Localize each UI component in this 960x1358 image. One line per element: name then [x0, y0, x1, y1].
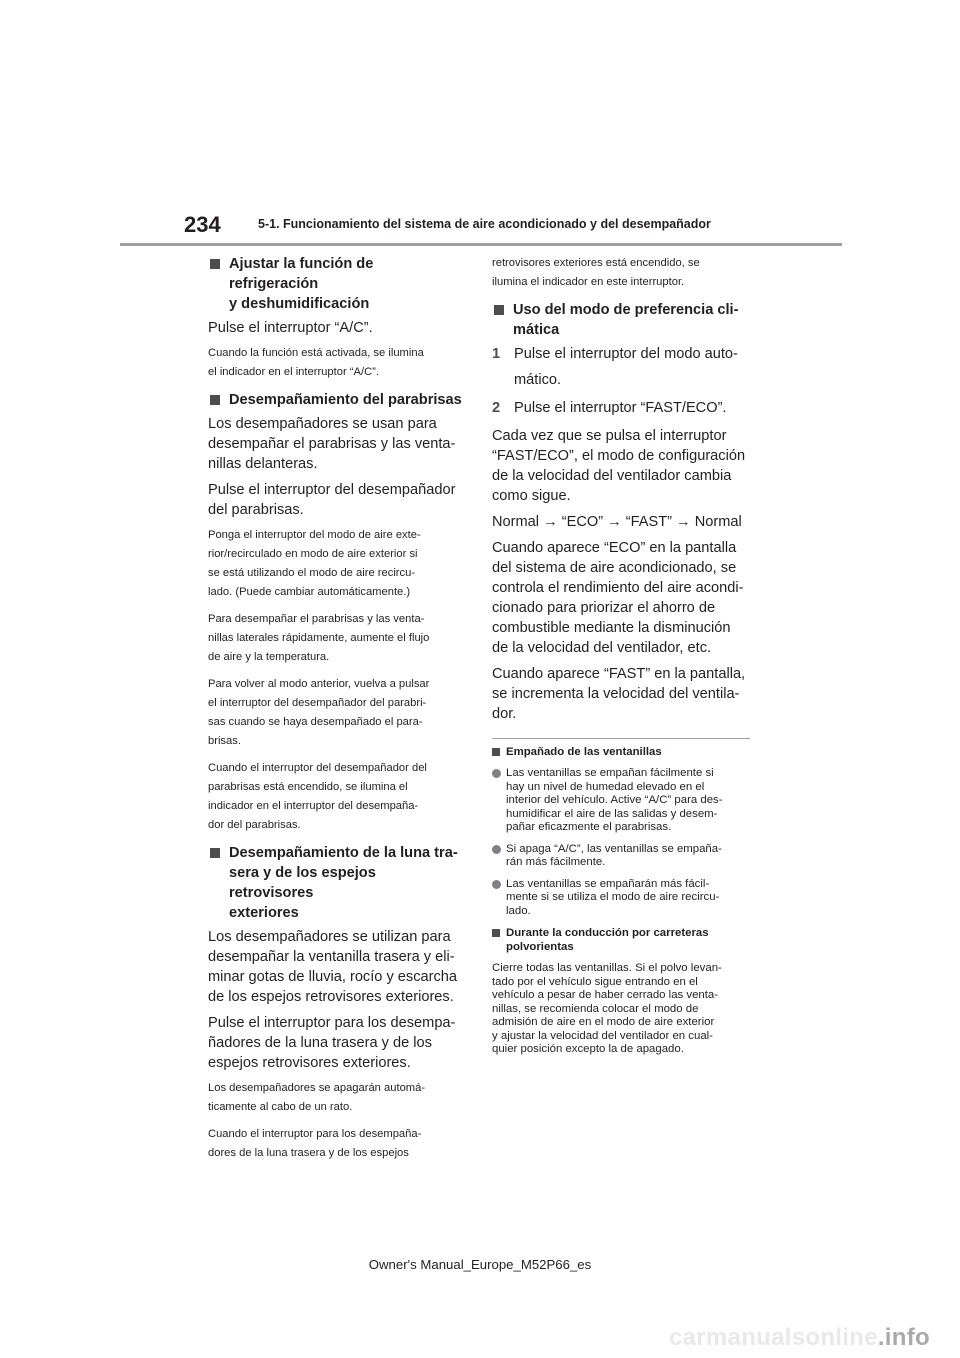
square-bullet-icon: [494, 305, 504, 315]
text-line: Cuando la función está activada, se ilumina: [208, 347, 424, 359]
text-line: Cierre todas las ventanillas. Si el polvo levan-: [492, 962, 722, 974]
round-bullet-icon: [492, 880, 501, 889]
text-line: el indicador en el interruptor “A/C”.: [208, 366, 379, 378]
step-number: 1: [492, 346, 501, 362]
paragraph: [492, 538, 750, 658]
text-line: lado. (Puede cambiar automáticamente.): [208, 586, 411, 598]
step-number: 2: [492, 400, 501, 416]
text-line: desempañar el parabrisas y las venta-: [208, 436, 456, 452]
text-line: Si apaga “A/C”, las ventanillas se empaña-: [506, 842, 722, 855]
text-line: Empañado de las ventanillas: [506, 746, 662, 758]
text-line: Las ventanillas se empañarán más fácil-: [506, 877, 710, 890]
text-line: de la velocidad del ventilador, etc.: [492, 640, 712, 656]
section-heading-climate-preference: [492, 300, 750, 340]
square-bullet-icon: [210, 259, 220, 269]
text-line: Durante la conducción por carreteras: [506, 927, 709, 939]
text-line: y ajustar la velocidad del ventilador en cual-: [492, 1029, 713, 1042]
header-divider: [120, 243, 842, 246]
small-note: [208, 610, 464, 667]
text-line: Pulse el interruptor para los desempa-: [208, 1015, 456, 1031]
text-line: Cuando el interruptor del desempañador del: [208, 762, 427, 774]
text-line: parabrisas está encendido, se ilumina el: [208, 781, 408, 793]
watermark-tld: .info: [877, 1324, 930, 1351]
text-line: interior del vehículo. Active “A/C” para des-: [506, 794, 723, 806]
paragraph: [208, 1013, 464, 1073]
heading-line: exteriores: [229, 905, 299, 921]
site-watermark: [669, 1324, 930, 1352]
heading-line: Desempañamiento de la luna tra-: [229, 845, 458, 861]
text-line: Cuando aparece “ECO” en la pantalla: [492, 540, 737, 556]
paragraph: [492, 664, 750, 724]
text-line: Los desempañadores se apagarán automá-: [208, 1082, 426, 1094]
left-column: [208, 254, 464, 1171]
chapter-title: 5-1. Funcionamiento del sistema de aire acondicionado y del desempañador: [258, 217, 711, 231]
paragraph: [208, 414, 464, 474]
small-note: [208, 344, 464, 382]
square-bullet-icon: [492, 929, 500, 937]
note-bullet: [492, 843, 750, 870]
text-line: Cuando aparece “FAST” en la pantalla,: [492, 666, 746, 682]
text-line: de la velocidad del ventilador cambia: [492, 468, 732, 484]
text-line: nillas laterales rápidamente, aumente el flujo: [208, 632, 430, 644]
text-line: humidificar el aire de las salidas y desem-: [506, 807, 718, 820]
text-line: dor.: [492, 706, 517, 722]
note-bullet: [492, 767, 750, 835]
text-line: espejos retrovisores exteriores.: [208, 1055, 411, 1071]
text-line: nillas delanteras.: [208, 456, 318, 472]
heading-line: mática: [513, 322, 560, 338]
section-heading-windshield: [208, 390, 464, 410]
mode-sequence: Normal → “ECO” → “FAST” → Normal: [492, 514, 742, 530]
text-line: Pulse el interruptor “FAST/ECO”.: [514, 400, 727, 416]
text-line: desempañar la ventanilla trasera y eli-: [208, 949, 455, 965]
step-2: [492, 398, 750, 418]
text-line: vehículo a pesar de haber cerrado las venta-: [492, 989, 719, 1001]
text-line: el interruptor del desempañador del parabri-: [208, 697, 427, 709]
text-line: cionado para priorizar el ahorro de: [492, 600, 716, 616]
text-line: Cada vez que se pulsa el interruptor: [492, 428, 727, 444]
text-line: ñadores de la luna trasera y de los: [208, 1035, 432, 1051]
round-bullet-icon: [492, 845, 501, 854]
text-line: minar gotas de lluvia, rocío y escarcha: [208, 969, 458, 985]
text-line: lado.: [506, 904, 531, 917]
heading-line: Ajustar la función de refrigeración: [229, 256, 374, 292]
text-line: polvorientas: [506, 941, 574, 953]
text-line: brisas.: [208, 735, 241, 747]
paragraph: Pulse el interruptor “A/C”.: [208, 320, 373, 336]
text-line: Los desempañadores se usan para: [208, 416, 437, 432]
text-line: Pulse el interruptor del desempañador: [208, 482, 456, 498]
text-line: rán más fácilmente.: [506, 856, 606, 868]
right-column: [492, 254, 750, 1057]
small-note: [208, 526, 464, 602]
text-line: sas cuando se haya desempañado el para-: [208, 716, 423, 728]
notes-divider: [492, 738, 750, 739]
text-line: como sigue.: [492, 488, 571, 504]
text-line: Cuando el interruptor para los desempaña-: [208, 1128, 422, 1140]
text-line: rior/recirculado en modo de aire exterior si: [208, 548, 418, 560]
text-line: mático.: [514, 372, 562, 388]
text-line: se incrementa la velocidad del ventila-: [492, 686, 740, 702]
text-line: dores de la luna trasera y de los espejos: [208, 1147, 409, 1159]
note-heading-fogging: [492, 745, 750, 759]
text-line: tado por el vehículo sigue entrando en el: [492, 975, 698, 988]
page-number: 234: [184, 212, 221, 237]
text-line: se está utilizando el modo de aire recircu-: [208, 567, 416, 579]
text-line: Los desempañadores se utilizan para: [208, 929, 451, 945]
text-line: “FAST/ECO”, el modo de configuración: [492, 448, 746, 464]
text-line: hay un nivel de humedad elevado en el: [506, 780, 705, 793]
text-line: del parabrisas.: [208, 502, 304, 518]
text-line: Las ventanillas se empañan fácilmente si: [506, 767, 714, 779]
text-line: del sistema de aire acondicionado, se: [492, 560, 737, 576]
square-bullet-icon: [210, 395, 220, 405]
paragraph: [208, 480, 464, 520]
text-line: indicador en el interruptor del desempaña-: [208, 800, 419, 812]
text-line: ilumina el indicador en este interruptor.: [492, 276, 685, 288]
text-line: Para volver al modo anterior, vuelva a pulsar: [208, 678, 430, 690]
small-note: [208, 759, 464, 835]
text-line: nillas, se recomienda colocar el modo de: [492, 1002, 699, 1015]
heading-line: sera y de los espejos retrovisores: [229, 865, 376, 901]
watermark-main: carmanualsonline: [668, 1324, 878, 1351]
small-note: [208, 675, 464, 751]
text-line: de los espejos retrovisores exteriores.: [208, 989, 454, 1005]
round-bullet-icon: [492, 769, 501, 778]
paragraph: [208, 927, 464, 1007]
text-line: retrovisores exteriores está encendido, se: [492, 257, 700, 269]
square-bullet-icon: [492, 748, 500, 756]
heading-line: Desempañamiento del parabrisas: [229, 392, 462, 408]
text-line: combustible mediante la disminución: [492, 620, 731, 636]
small-note: [208, 1125, 464, 1163]
text-line: quier posición excepto la de apagado.: [492, 1043, 684, 1055]
small-note: [492, 254, 750, 292]
text-line: controla el rendimiento del aire acondi-: [492, 580, 744, 596]
small-note: [208, 1079, 464, 1117]
note-heading-dusty-roads: [492, 926, 750, 954]
text-line: Para desempañar el parabrisas y las venta-: [208, 613, 425, 625]
manual-footer: Owner's Manual_Europe_M52P66_es: [368, 1257, 592, 1272]
heading-line: Uso del modo de preferencia cli-: [513, 302, 739, 318]
text-line: dor del parabrisas.: [208, 819, 301, 831]
note-bullet: [492, 878, 750, 919]
text-line: ticamente al cabo de un rato.: [208, 1101, 353, 1113]
paragraph: [492, 426, 750, 506]
text-line: Pulse el interruptor del modo auto-: [514, 346, 738, 362]
step-1: [492, 344, 750, 390]
text-line: pañar eficazmente el parabrisas.: [506, 821, 672, 833]
text-line: de aire y la temperatura.: [208, 651, 330, 663]
text-line: mente si se utiliza el modo de aire recircu-: [506, 891, 720, 903]
section-heading-cooling: [208, 254, 464, 314]
heading-line: y deshumidificación: [229, 296, 370, 312]
text-line: admisión de aire en el modo de aire exterior: [492, 1016, 715, 1028]
square-bullet-icon: [210, 848, 220, 858]
note-paragraph: [492, 962, 750, 1057]
text-line: Ponga el interruptor del modo de aire exte-: [208, 529, 421, 541]
section-heading-rear-defogger: [208, 843, 464, 923]
